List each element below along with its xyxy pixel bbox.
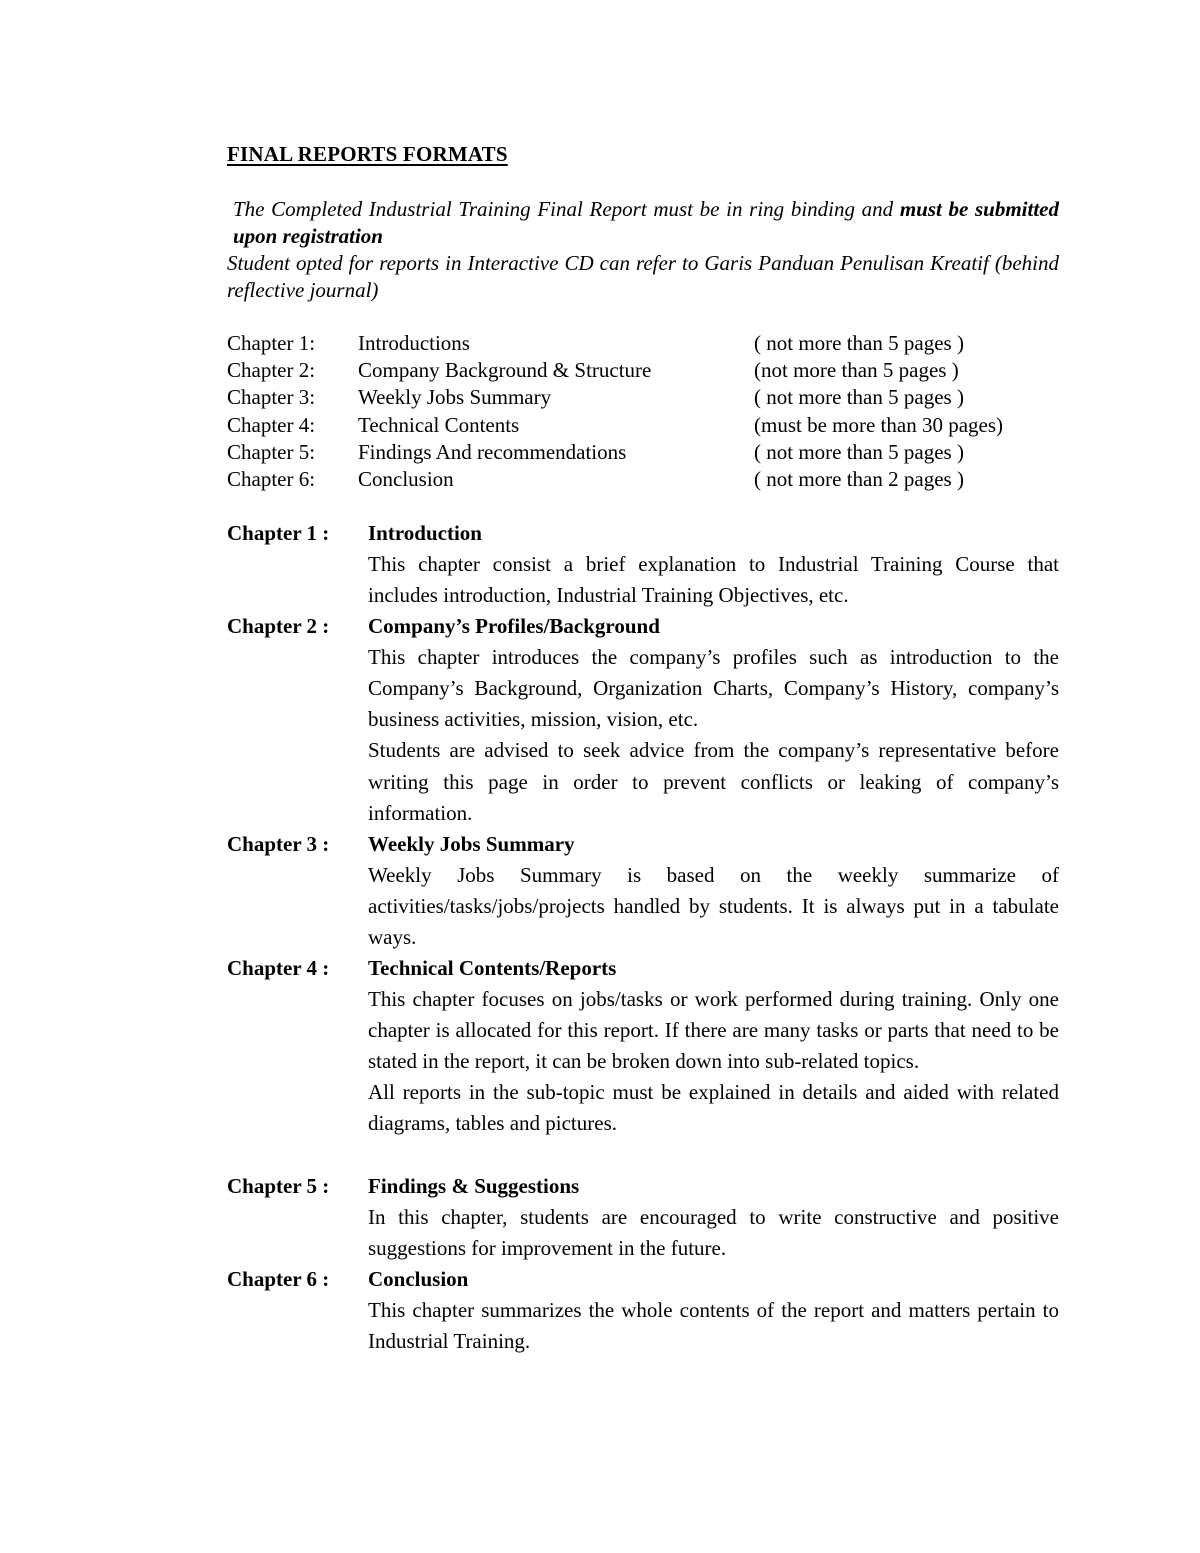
chapter-number: Chapter 6 : (227, 1266, 330, 1291)
chapter-body (368, 1171, 1059, 1264)
outline-chapter-number: Chapter 3: (227, 385, 316, 410)
chapter-number: Chapter 1 : (227, 521, 330, 545)
intro-binding-text: The Completed Industrial Training Final Report must be in ring binding and (233, 197, 900, 221)
chapter-section-3 (227, 829, 1067, 953)
outline-chapter-number: Chapter 6: (227, 466, 316, 491)
outline-chapter-name: Technical Contents (358, 412, 520, 437)
chapter-paragraph: This chapter introduces the company’s profiles such as introduction to the Company’s Background, Organization Charts, Company’s History, company’s business activities, mission, vision, etc. (368, 645, 1059, 732)
outline-chapter-name: Company Background & Structure (358, 358, 652, 383)
chapter-paragraph: Students are advised to seek advice from the company’s representative before writing this page in order to prevent conflicts or leaking of company’s information. (368, 738, 1059, 825)
chapter-body (368, 611, 1059, 829)
chapter-paragraph: Weekly Jobs Summary is based on the weekly summarize of activities/tasks/jobs/projects handled by students. It is always put in a tabulate ways. (368, 862, 1059, 949)
outline-chapter-number: Chapter 5: (227, 439, 316, 464)
chapter-section-6 (227, 1264, 1067, 1357)
chapter-heading: Introduction (368, 521, 482, 545)
outline-chapter-name: Weekly Jobs Summary (358, 385, 552, 410)
outline-chapter-number: Chapter 1: (227, 331, 316, 355)
chapter-heading: Technical Contents/Reports (368, 956, 617, 981)
chapter-heading: Conclusion (368, 1266, 469, 1291)
chapter-paragraph: This chapter focuses on jobs/tasks or work performed during training. Only one chapter is allocated for this report. If there are many tasks or parts that need to be stated in the report, it can be broken down into sub-related topics. (368, 987, 1059, 1074)
outline-row (227, 466, 1067, 493)
outline-page-limit: (not more than 5 pages ) (754, 358, 959, 383)
chapter-section-1 (227, 518, 1067, 611)
outline-page-limit: (must be more than 30 pages) (754, 412, 1004, 437)
chapter-heading: Weekly Jobs Summary (368, 831, 575, 856)
outline-page-limit: ( not more than 2 pages ) (754, 466, 964, 491)
intro-binding-emphasis: must be submitted upon registration (233, 197, 1059, 248)
chapter-paragraph: In this chapter, students are encouraged to write constructive and positive suggestions for improvement in the future. (368, 1204, 1059, 1260)
outline-chapter-number: Chapter 4: (227, 412, 316, 437)
chapter-paragraph: All reports in the sub-topic must be explained in details and aided with related diagrams, tables and pictures. (368, 1080, 1059, 1136)
chapter-body (368, 1264, 1059, 1357)
chapter-heading: Findings & Suggestions (368, 1173, 580, 1198)
chapter-body (368, 829, 1059, 953)
outline-page-limit: ( not more than 5 pages ) (754, 439, 964, 464)
outline-chapter-name: Introductions (358, 331, 470, 355)
chapter-details (227, 518, 1067, 1357)
chapter-section-2 (227, 611, 1067, 829)
intro-binding-note (227, 196, 1059, 250)
chapter-body (368, 518, 1059, 611)
chapter-paragraph: This chapter summarizes the whole contents of the report and matters pertain to Industrial Training. (368, 1297, 1059, 1353)
outline-chapter-name: Findings And recommendations (358, 439, 627, 464)
intro-block (227, 196, 1059, 304)
outline-page-limit: ( not more than 5 pages ) (754, 331, 964, 355)
chapter-heading: Company’s Profiles/Background (368, 614, 660, 639)
outline-row (227, 439, 1067, 466)
chapter-section-4 (227, 953, 1067, 1139)
chapter-body (368, 953, 1059, 1139)
chapter-number: Chapter 2 : (227, 614, 330, 639)
document-title: FINAL REPORTS FORMATS (227, 142, 508, 166)
outline-page-limit: ( not more than 5 pages ) (754, 385, 964, 410)
chapter-section-5 (227, 1171, 1067, 1264)
outline-chapter-number: Chapter 2: (227, 358, 316, 383)
outline-row (227, 357, 1067, 384)
chapter-number: Chapter 3 : (227, 831, 330, 856)
outline-chapter-name: Conclusion (358, 466, 454, 491)
chapter-number: Chapter 5 : (227, 1173, 330, 1198)
outline-row (227, 330, 1067, 357)
outline-row (227, 384, 1067, 411)
chapter-number: Chapter 4 : (227, 956, 330, 981)
outline-row (227, 412, 1067, 439)
chapter-paragraph: This chapter consist a brief explanation to Industrial Training Course that includes introduction, Industrial Training Objectives, etc. (368, 552, 1059, 608)
chapter-outline (227, 330, 1067, 493)
intro-cd-note: Student opted for reports in Interactive CD can refer to Garis Panduan Penulisan Kreatif (behind reflective journal) (227, 251, 1059, 302)
